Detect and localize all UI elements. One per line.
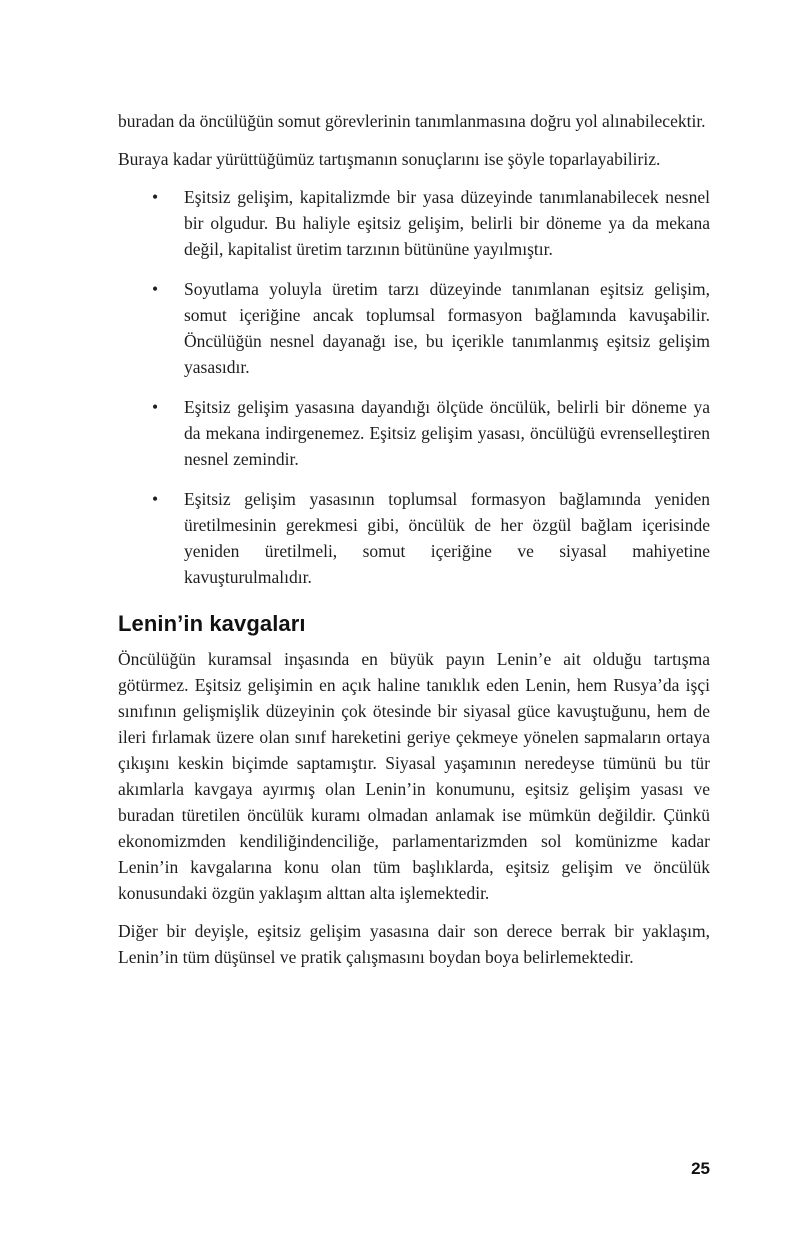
bullet-item [118,394,710,472]
paragraph: Buraya kadar yürüttüğümüz tartışmanın sonuçlarını ise şöyle toparlayabiliriz. [118,149,661,169]
bullet-icon: • [152,489,159,509]
bullet-item [118,486,710,590]
bullet-text: Eşitsiz gelişim yasasının toplumsal formasyon bağlamında yeniden üretilmesinin gerekmesi gibi, öncülük de her özgül bağlam içerisinde yeniden üretilmeli, somut içeriğine ve siyasal mahiyetine kavuşturulmalıdır. [184,489,710,587]
section-heading: Lenin’in kavgaları [118,611,306,636]
bullet-icon: • [152,187,159,207]
bullet-text: Eşitsiz gelişim yasasına dayandığı ölçüde öncülük, belirli bir döneme ya da mekana indirgenemez. Eşitsiz gelişim yasası, öncülüğü evrenselleştiren nesnel zemindir. [184,397,710,469]
bullet-icon: • [152,279,159,299]
bullet-icon: • [152,397,159,417]
bullet-item [118,276,710,380]
page-content [118,108,710,970]
paragraph: Öncülüğün kuramsal inşasında en büyük payın Lenin’e ait olduğu tartışma götürmez. Eşitsiz gelişimin en açık haline tanıklık eden Lenin, hem Rusya’da işçi sınıfının gelişmişlik düzeyinin çok ötesinde bir siyasal güce kavuştuğunu, hem de ileri fırlamak üzere olan sınıf hareketini geriye çekmeye yönelen sapmaların ortaya çıkışını keskin biçimde saptamıştır. Siyasal yaşamının neredeyse tümünü bu tür akımlarla kavgaya ayırmış olan Lenin’in konumunu, eşitsiz gelişim yasası ve buradan türetilen öncülük kuramı olmadan anlamak ise mümkün değildir. Çünkü ekonomizmden kendiliğindenciliğe, parlamentarizmden sol komünizme kadar Lenin’in kavgalarına konu olan tüm başlıklarda, eşitsiz gelişim ve öncülük konusundaki özgün yaklaşım alttan alta işlemektedir. [118,649,710,903]
paragraph: buradan da öncülüğün somut görevlerinin tanımlanmasına doğru yol alınabilecektir. [118,111,706,131]
page-number: 25 [691,1159,710,1178]
paragraph: Diğer bir deyişle, eşitsiz gelişim yasasına dair son derece berrak bir yaklaşım, Lenin’in tüm düşünsel ve pratik çalışmasını boydan boya belirlemektedir. [118,921,710,967]
bullet-item [118,184,710,262]
bullet-text: Eşitsiz gelişim, kapitalizmde bir yasa düzeyinde tanımlanabilecek nesnel bir olgudur. Bu haliyle eşitsiz gelişim, belirli bir döneme ya da mekana değil, kapitalist üretim tarzının bütününe yayılmıştır. [184,187,710,259]
bullet-text: Soyutlama yoluyla üretim tarzı düzeyinde tanımlanan eşitsiz gelişim, somut içeriğine ancak toplumsal formasyon bağlamında kavuşabilir. Öncülüğün nesnel dayanağı ise, bu içerikle tanımlanmış eşitsiz gelişim yasasıdır. [184,279,710,377]
